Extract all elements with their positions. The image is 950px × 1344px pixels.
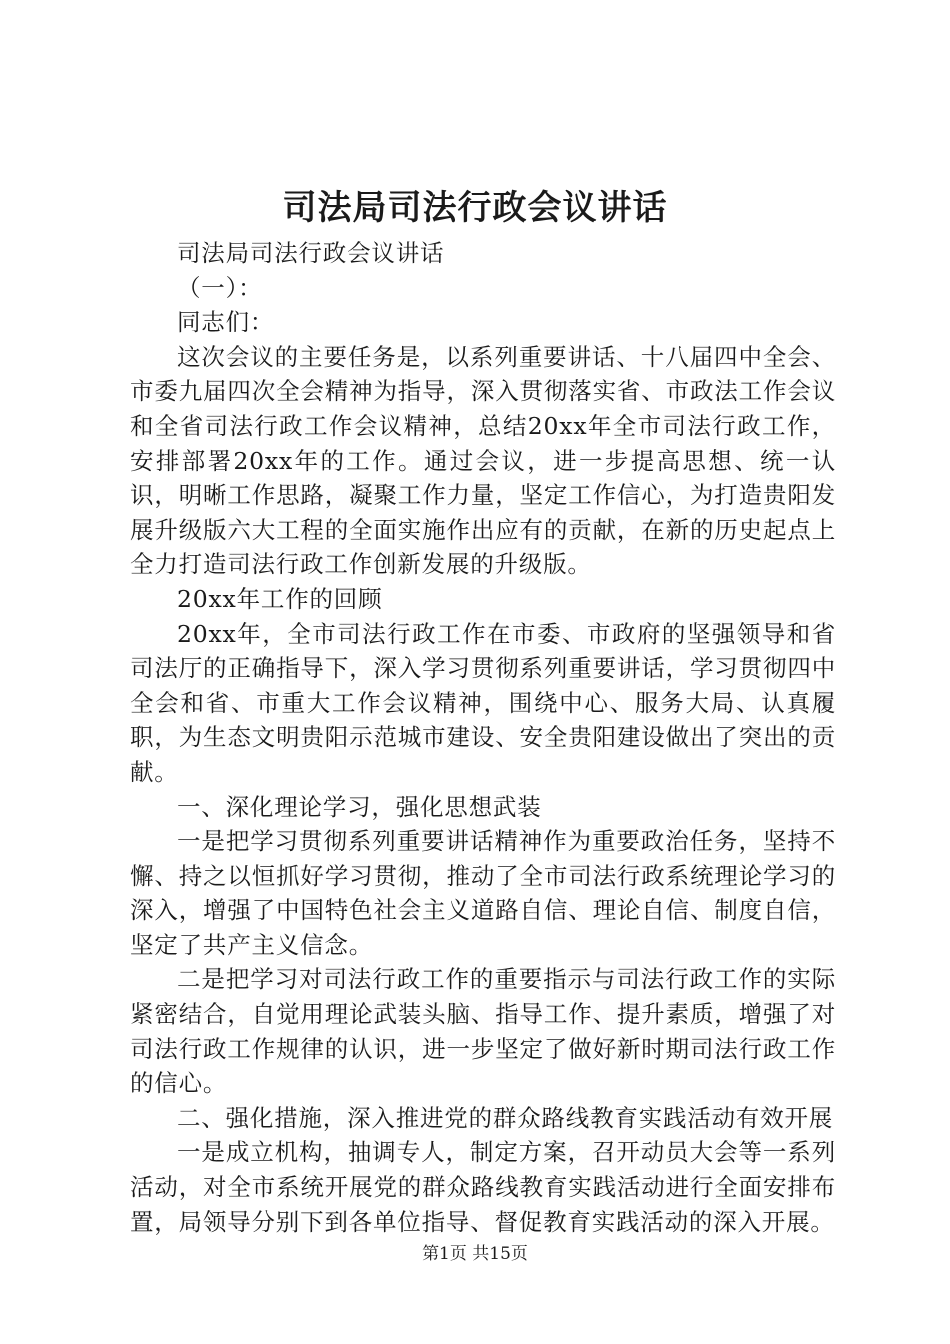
paragraph: 司法局司法行政会议讲话	[177, 239, 445, 267]
page-number: 第1页 共15页	[422, 1244, 528, 1264]
paragraph: 一是成立机构，抽调专人，制定方案，召开动员大会等一系列活动，对全市系统开展党的群众路线教育实践活动进行全面安排布置，局领导分别下到各单位指导、督促教育实践活动的深入开展。	[130, 1138, 836, 1236]
section-heading: 20xx年工作的回顾	[177, 584, 383, 613]
paragraph: 一是把学习贯彻系列重要讲话精神作为重要政治任务，坚持不懈、持之以恒抓好学习贯彻，推动了全市司法行政系统理论学习的深入，增强了中国特色社会主义道路自信、理论自信、制度自信，坚定了共产主义信念。	[130, 827, 836, 959]
paragraph: 这次会议的主要任务是，以系列重要讲话、十八届四中全会、市委九届四次全会精神为指导，深入贯彻落实省、市政法工作会议和全省司法行政工作会议精神，总结20xx年全市司法行政工作，安排部署20xx年的工作。通过会议，进一步提高思想、统一认识，明晰工作思路，凝聚工作力量，坚定工作信心，为打造贵阳发展升级版六大工程的全面实施作出应有的贡献，在新的历史起点上全力打造司法行政工作创新发展的升级版。	[130, 342, 836, 579]
section-heading: 二、强化措施，深入推进党的群众路线教育实践活动有效开展	[177, 1103, 834, 1132]
paragraph: 二是把学习对司法行政工作的重要指示与司法行政工作的实际紧密结合，自觉用理论武装头脑、指导工作、提升素质，增强了对司法行政工作规律的认识，进一步坚定了做好新时期司法行政工作的信心。	[130, 965, 836, 1098]
paragraph: 同志们：	[177, 308, 275, 337]
document-body	[130, 236, 836, 1239]
paragraph: （一）：	[177, 273, 263, 302]
section-heading: 一、深化理论学习，强化思想武装	[177, 792, 542, 821]
document-title: 司法局司法行政会议讲话	[282, 188, 668, 228]
paragraph: 20xx年，全市司法行政工作在市委、市政府的坚强领导和省司法厅的正确指导下，深入学习贯彻系列重要讲话，学习贯彻四中全会和省、市重大工作会议精神，围绕中心、服务大局、认真履职，为生态文明贵阳示范城市建设、安全贵阳建设做出了突出的贡献。	[130, 619, 836, 786]
